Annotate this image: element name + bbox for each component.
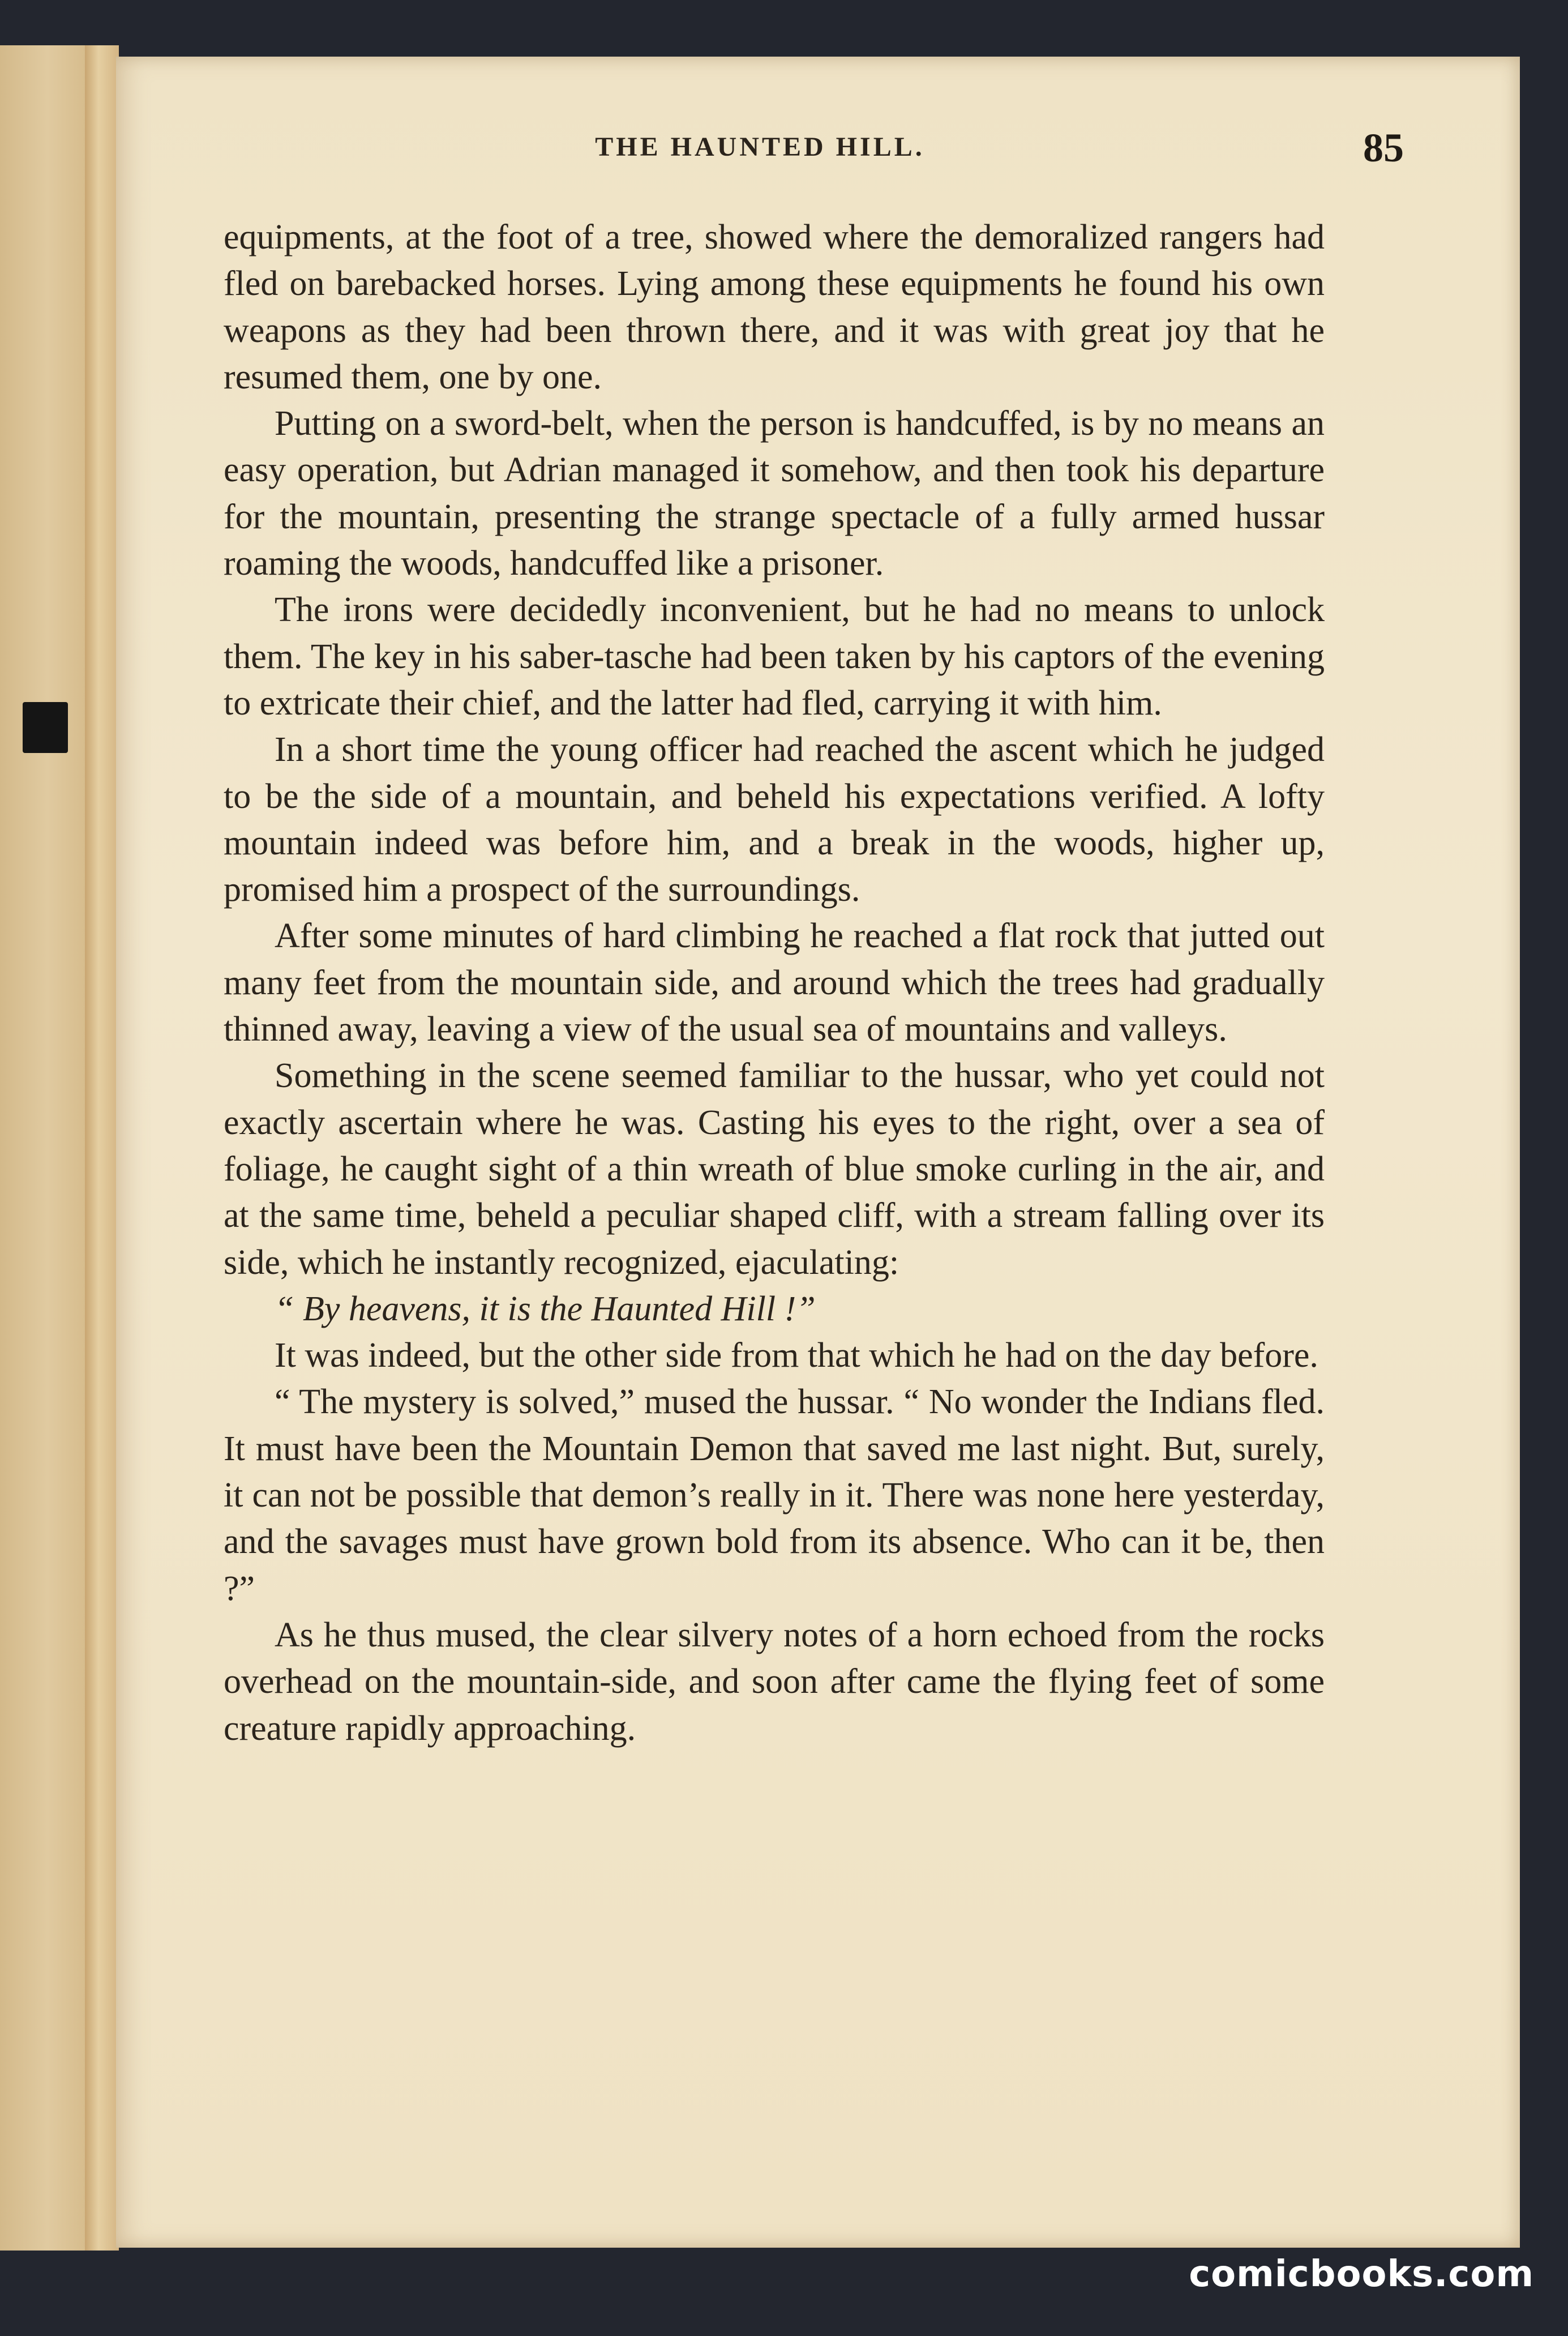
paragraph-10: As he thus mused, the clear silvery notes of a horn echoed from the rocks overhead on the mountain-side, and soon after came the flying feet of some creature rapidly approaching. [224, 1615, 1325, 1748]
paragraph-5: After some minutes of hard climbing he reached a flat rock that jutted out many feet from the mountain side, and around which the trees had gradually thinned away, leaving a view of the usual sea of mountains and valleys. [224, 917, 1325, 1049]
paragraph-8: It was indeed, but the other side from that which he had on the day before. [275, 1336, 1318, 1375]
paragraph-9: “ The mystery is solved,” mused the hussar. “ No wonder the Indians fled. It must have been the Mountain Demon that saved me last night. But, surely, it can not be possible that demon’s really in it. There was none here yesterday, and the savages must have grown bold from its absence. Who can it be, then ?” [224, 1383, 1325, 1608]
page-number: 85 [1363, 125, 1404, 170]
paragraph-1: equipments, at the foot of a tree, showed where the demoralized rangers had fled on barebacked horses. Lying among these equipments he found his own weapons as they had been thrown there, and it was with great joy that he resumed them, one by one. [224, 218, 1325, 396]
page-body [224, 214, 1325, 1752]
binding-tab [23, 702, 68, 753]
running-title: THE HAUNTED HILL. [595, 132, 925, 162]
paragraph-6: Something in the scene seemed familiar to the hussar, who yet could not exactly ascertain where he was. Casting his eyes to the right, over a sea of foliage, he caught sight of a thin wreath of blue smoke curling in the air, and at the same time, beheld a peculiar shaped cliff, with a stream falling over its side, which he instantly recognized, ejaculating: [224, 1056, 1325, 1282]
paragraph-2: Putting on a sword-belt, when the person is handcuffed, is by no means an easy operation, but Adrian managed it somehow, and then took his departure for the mountain, presenting the strange spectacle of a fully armed hussar roaming the woods, handcuffed like a prisoner. [224, 404, 1325, 583]
watermark: comicbooks.com [1189, 2253, 1534, 2295]
paragraph-3: The irons were decidedly inconvenient, but he had no means to unlock them. The key in his saber-tasche had been taken by his captors of the evening to extricate their chief, and the latter had fled, carrying it with him. [224, 591, 1325, 722]
running-header [116, 125, 1404, 176]
paragraph-7-exclamation: “ By heavens, it is the Haunted Hill !” [275, 1289, 816, 1328]
book-spine [85, 45, 119, 2293]
paragraph-4: In a short time the young officer had reached the ascent which he judged to be the side of a mountain, and beheld his expectations verified. A lofty mountain indeed was before him, and a break in the woods, higher up, promised him a prospect of the surroundings. [224, 730, 1325, 909]
